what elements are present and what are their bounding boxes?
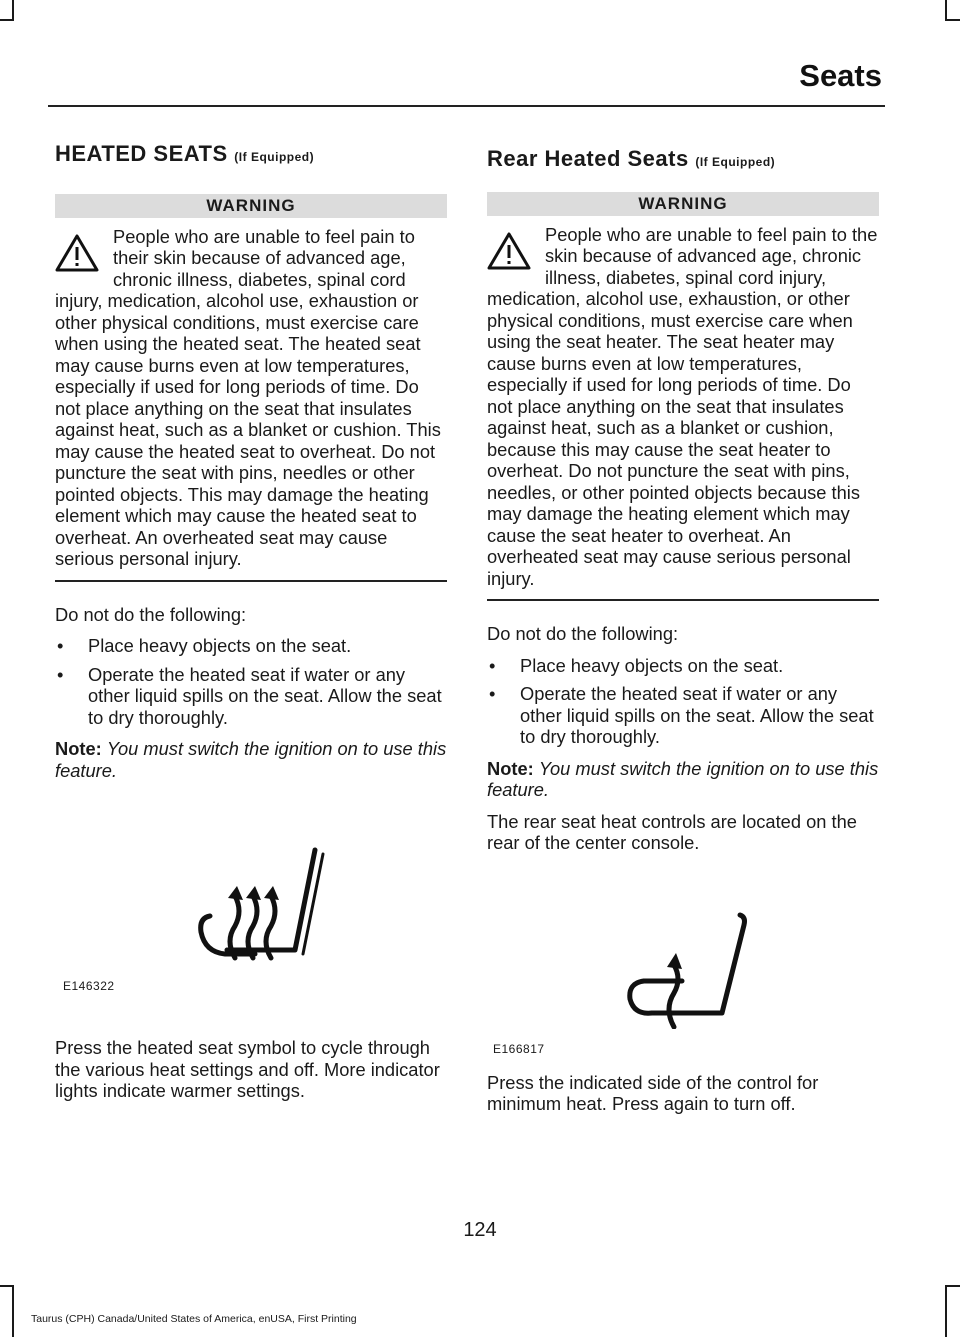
crop-mark [12, 0, 14, 20]
figure-code: E166817 [493, 1041, 545, 1056]
page-title: Seats [799, 58, 882, 93]
section-title [55, 140, 447, 169]
note-text: You must switch the ignition on to use this feature. [55, 738, 447, 781]
warning-text: People who are unable to feel pain to their skin because of advanced age, chronic illness, diabetes, spinal cord injury, medication, alcohol use, exhaustion or other physical conditions, must exercise care when using the heated seat. The heated seat may cause burns even at low temperatures, especially if used for long periods of time. Do not place anything on the seat that insulates against heat, such as a blanket or cushion. This may cause the heated seat to overheat. Do not puncture the seat with pins, needles or other pointed objects. This may damage the heating element which may cause the heated seat to overheat. An overheated seat may cause serious personal injury. [55, 225, 441, 570]
if-equipped-label: (If Equipped) [695, 155, 776, 169]
section-title-text: HEATED SEATS [55, 141, 228, 166]
crop-mark [945, 19, 960, 21]
crop-mark [945, 0, 947, 20]
section-title-text: Rear Heated Seats [487, 146, 689, 171]
warning-box [55, 226, 447, 570]
note [487, 758, 879, 801]
warning-divider [55, 580, 447, 582]
warning-divider [487, 599, 879, 601]
list-item: • Operate the heated seat if water or any other liquid spills on the seat. Allow the seat to dry thoroughly. [487, 683, 879, 748]
instruction-text: Press the indicated side of the control for minimum heat. Press again to turn off. [487, 1071, 819, 1115]
warning-triangle-icon [487, 232, 545, 272]
instruction-text: Press the heated seat symbol to cycle through the various heat settings and off. More indicator lights indicate warmer settings. [55, 1037, 440, 1102]
header-divider [48, 105, 885, 107]
crop-mark [945, 1285, 960, 1287]
list-item: • Place heavy objects on the seat. [487, 655, 879, 677]
location-text: The rear seat heat controls are located on the rear of the center console. [487, 810, 857, 854]
page-number: 124 [463, 1219, 497, 1241]
warning-text: People who are unable to feel pain to the skin because of advanced age, chronic illness, diabetes, spinal cord injury, medication, alcohol use, exhaustion, or other physical conditions, must exercise care when using the seat heater. The seat heater may cause burns even at low temperatures, especially if used for long periods of time. Do not place anything on the seat that insulates against heat, such as a blanket or cushion, because this may cause the seat heater to overheat. Do not puncture the seat with pins, needles, or other pointed objects because this may damage the heating element which may cause the seat heater to overheat. An overheated seat may cause serious personal injury. [487, 223, 878, 589]
bullet-list [55, 635, 447, 728]
rear-heated-seat-icon [622, 909, 752, 1029]
heated-seat-icon [195, 846, 325, 961]
note-label: Note: [55, 738, 102, 760]
warning-header: WARNING [487, 192, 879, 216]
figure-code: E146322 [63, 979, 115, 994]
warning-header: WARNING [55, 194, 447, 218]
crop-mark [945, 1285, 947, 1337]
warning-triangle-icon [55, 234, 113, 274]
list-item: • Operate the heated seat if water or any other liquid spills on the seat. Allow the seat to dry thoroughly. [55, 664, 447, 729]
crop-mark [0, 19, 14, 21]
note-text: You must switch the ignition on to use this feature. [487, 757, 879, 801]
bullet-list [487, 655, 879, 748]
heated-seat-figure [55, 791, 447, 1041]
note [55, 738, 447, 781]
list-item: • Place heavy objects on the seat. [55, 635, 447, 657]
crop-mark [0, 1285, 14, 1287]
if-equipped-label: (If Equipped) [234, 150, 315, 164]
note-label: Note: [487, 757, 534, 779]
intro-text: Do not do the following: [487, 623, 679, 645]
heated-seats-section [55, 140, 447, 1112]
intro-text: Do not do the following: [55, 603, 247, 625]
crop-mark [12, 1285, 14, 1337]
edition-footer: Taurus (CPH) Canada/United States of America, enUSA, First Printing [31, 1313, 357, 1325]
rear-heated-seat-figure [487, 864, 879, 1074]
section-title [487, 145, 879, 174]
rear-heated-seats-section [487, 145, 879, 1125]
warning-box [487, 224, 879, 590]
